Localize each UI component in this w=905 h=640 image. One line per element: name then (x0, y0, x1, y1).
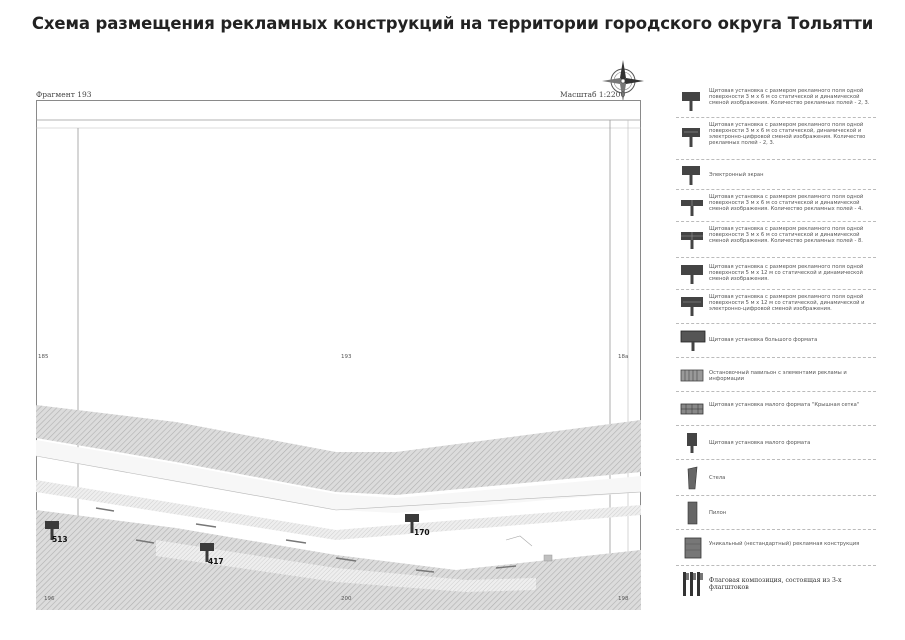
billboard-digital-icon (680, 127, 706, 153)
stele-icon (680, 466, 706, 494)
sign-id-label: 417 (208, 557, 224, 566)
billboard-large-digital-icon (680, 296, 706, 322)
tile-number: 198 (618, 596, 629, 602)
electronic-screen-icon (680, 165, 706, 191)
legend-item: Щитовая установка большого формата (676, 324, 876, 358)
sign-id-label: 513 (52, 535, 68, 544)
legend-item: Щитовая установка малого формата "Крышная сетка" (676, 392, 876, 426)
legend-item: Уникальный (нестандартный) рекламная конструкция (676, 530, 876, 566)
legend-item: Электронный экран (676, 160, 876, 190)
big-format-icon (680, 330, 706, 356)
scale-label: Масштаб 1:2200 (560, 90, 626, 99)
map-fragment[interactable] (36, 100, 641, 610)
billboard-large-icon (680, 264, 706, 290)
pavilion-icon (680, 368, 706, 394)
fragment-label: Фрагмент 193 (36, 90, 92, 99)
legend-item: Щитовая установка с размером рекламного поля одной поверхности 3 м х 6 м со статической и динамической сменой изображения. Количество рекламных полей - 4. (676, 190, 876, 222)
tile-number: 18a (618, 354, 629, 360)
legend-item: Щитовая установка с размером рекламного поля одной поверхности 5 м х 12 м со статической, динамической и электронно-цифровой сменой изображения. (676, 290, 876, 324)
tile-number: 193 (341, 354, 352, 360)
page-title: Схема размещения рекламных конструкций на территории городского округа Тольятти (31, 14, 874, 33)
legend-item: Щитовая установка с размером рекламного поля одной поверхности 3 м х 6 м со статической и динамической сменой изображения. Количество рекламных полей - 2, 3. (676, 84, 876, 118)
tile-number: 185 (38, 354, 49, 360)
unique-construction-icon (680, 536, 706, 564)
tile-number: 200 (341, 596, 352, 602)
legend-item: Щитовая установка с размером рекламного поля одной поверхности 3 м х 6 м со статической и динамической сменой изображения. Количество рекламных полей - 8. (676, 222, 876, 258)
billboard-4-fields-icon (680, 197, 706, 223)
flag-composition-icon (680, 571, 706, 601)
map-legend (676, 84, 876, 600)
legend-item: Флаговая композиция, состоящая из 3-х флагштоков (676, 566, 876, 600)
pylon-icon (680, 501, 706, 529)
billboard-8-fields-icon (680, 230, 706, 256)
legend-item: Остановочный павильон с элементами рекламы и информации (676, 358, 876, 392)
tile-number: 196 (44, 596, 55, 602)
billboard-icon (680, 91, 706, 117)
legend-item: Щитовая установка с размером рекламного поля одной поверхности 5 м х 12 м со статической и динамической сменой изображения. (676, 258, 876, 290)
legend-item: Пилон (676, 496, 876, 530)
small-format-icon (680, 432, 706, 458)
legend-item: Стела (676, 460, 876, 496)
small-format-fence-icon (680, 402, 706, 428)
legend-item: Щитовая установка малого формата (676, 426, 876, 460)
legend-item: Щитовая установка с размером рекламного поля одной поверхности 3 м х 6 м со статической, динамической и электронно-цифровой сменой изображения. Количество рекламных полей - 2, 3. (676, 118, 876, 160)
sign-id-label: 170 (414, 528, 430, 537)
